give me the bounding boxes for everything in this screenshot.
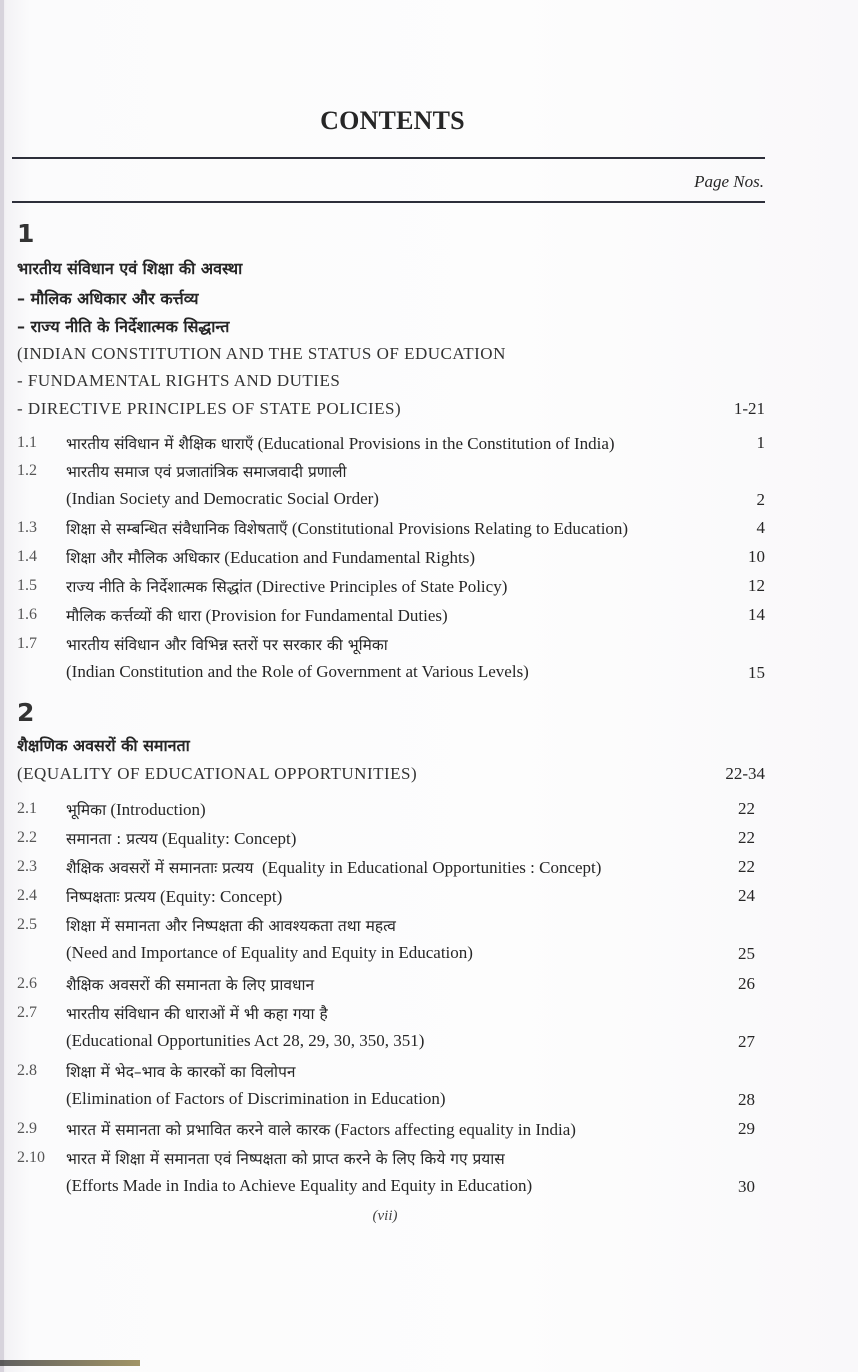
section-number: 2.2: [17, 829, 37, 846]
section-page[interactable]: 29: [738, 1119, 755, 1138]
section-title[interactable]: [66, 546, 475, 568]
section-title[interactable]: [66, 1147, 505, 1169]
section-title-english[interactable]: (Educational Opportunities Act 28, 29, 30, 350, 351): [66, 1031, 425, 1050]
section-title[interactable]: [66, 856, 601, 878]
section-title[interactable]: [66, 633, 388, 655]
section-hindi: भारतीय संविधान में शैक्षिक धाराएँ: [66, 435, 254, 453]
chapter-hindi-title: भारतीय संविधान एवं शिक्षा की अवस्था: [17, 259, 243, 278]
section-page[interactable]: 25: [738, 944, 755, 963]
section-title[interactable]: [66, 914, 396, 936]
chapter-english-title: (INDIAN CONSTITUTION AND THE STATUS OF EDUCATION: [17, 344, 506, 363]
section-hindi: मौलिक कर्त्तव्यों की धारा: [66, 607, 202, 625]
chapter-english-title: - DIRECTIVE PRINCIPLES OF STATE POLICIES): [17, 399, 402, 418]
section-hindi: शिक्षा में समानता और निष्पक्षता की आवश्यकता तथा महत्व: [66, 917, 396, 935]
section-hindi: राज्य नीति के निर्देशात्मक सिद्धांत: [66, 578, 252, 596]
section-title[interactable]: [66, 460, 347, 482]
chapter-number: 2: [17, 698, 35, 727]
section-number: 2.6: [17, 975, 37, 992]
section-title-english[interactable]: (Indian Constitution and the Role of Government at Various Levels): [66, 662, 529, 681]
section-hindi: भारतीय संविधान की धाराओं में भी कहा गया है: [66, 1005, 328, 1023]
section-number: 1.6: [17, 606, 37, 623]
section-page[interactable]: 10: [748, 547, 765, 566]
section-title[interactable]: [66, 604, 448, 626]
section-page[interactable]: 12: [748, 576, 765, 595]
chapter-number: 1: [17, 219, 35, 248]
section-number: 2.9: [17, 1120, 37, 1137]
section-page[interactable]: 28: [738, 1090, 755, 1109]
section-number: 1.1: [17, 434, 37, 451]
section-english: (Factors affecting equality in India): [334, 1120, 576, 1139]
section-english: (Equality in Educational Opportunities : Concept): [261, 858, 602, 877]
section-hindi: भूमिका: [66, 801, 107, 819]
section-title[interactable]: [66, 1002, 328, 1024]
section-number: 2.8: [17, 1062, 37, 1079]
chapter-hindi-title: – राज्य नीति के निर्देशात्मक सिद्धान्त: [17, 317, 230, 336]
section-hindi: शिक्षा से सम्बन्धित संवैधानिक विशेषताएँ: [66, 520, 288, 538]
section-title[interactable]: [66, 885, 282, 907]
section-page[interactable]: 26: [738, 974, 755, 993]
chapter-hindi-title: – मौलिक अधिकार और कर्त्तव्य: [17, 289, 199, 308]
chapter-hindi-title: शैक्षणिक अवसरों की समानता: [17, 736, 190, 755]
section-title-english[interactable]: (Need and Importance of Equality and Equity in Education): [66, 943, 473, 962]
section-number: 2.3: [17, 858, 37, 875]
page-gutter: [0, 0, 4, 1372]
section-english: (Directive Principles of State Policy): [256, 577, 508, 596]
section-title[interactable]: [66, 1060, 295, 1082]
section-hindi: समानता : प्रत्यय: [66, 830, 158, 848]
section-page[interactable]: 30: [738, 1177, 755, 1196]
section-page[interactable]: 27: [738, 1032, 755, 1051]
section-english: (Equity: Concept): [159, 887, 283, 906]
section-page[interactable]: 22: [738, 857, 755, 876]
section-page[interactable]: 22: [738, 828, 755, 847]
section-number: 1.3: [17, 519, 37, 536]
section-title[interactable]: [66, 1118, 576, 1140]
chapter-page-range[interactable]: 1-21: [733, 399, 765, 418]
section-title[interactable]: [66, 827, 296, 849]
section-number: 2.4: [17, 887, 37, 904]
section-page[interactable]: 15: [748, 663, 765, 682]
section-page[interactable]: 22: [738, 799, 755, 818]
section-number: 2.5: [17, 916, 37, 933]
section-title-english[interactable]: (Elimination of Factors of Discrimination in Education): [66, 1089, 446, 1108]
section-english: (Educational Provisions in the Constitution of India): [257, 434, 615, 453]
page-edge-shadow: [0, 1360, 140, 1366]
section-number: 1.5: [17, 577, 37, 594]
section-hindi: शैक्षिक अवसरों में समानताः प्रत्यय: [66, 859, 254, 877]
section-page[interactable]: 24: [738, 886, 755, 905]
page-number-footer: (vii): [372, 1208, 398, 1224]
section-number: 2.7: [17, 1004, 37, 1021]
section-number: 1.4: [17, 548, 37, 565]
section-hindi: शैक्षिक अवसरों की समानता के लिए प्रावधान: [66, 976, 315, 994]
chapter-english-title: - FUNDAMENTAL RIGHTS AND DUTIES: [17, 371, 341, 390]
section-title-english[interactable]: (Indian Society and Democratic Social Order): [66, 489, 379, 508]
chapter-page-range[interactable]: 22-34: [725, 764, 765, 783]
section-number: 2.1: [17, 800, 37, 817]
section-page[interactable]: 1: [756, 433, 765, 452]
section-english: (Education and Fundamental Rights): [224, 548, 475, 567]
section-title[interactable]: [66, 575, 507, 597]
section-page[interactable]: 4: [756, 518, 765, 537]
header-rule: [12, 201, 765, 203]
top-rule: [12, 157, 765, 159]
section-title-english[interactable]: (Efforts Made in India to Achieve Equality and Equity in Education): [66, 1176, 533, 1195]
section-hindi: भारतीय समाज एवं प्रजातांत्रिक समाजवादी प्रणाली: [66, 463, 347, 481]
section-title[interactable]: [66, 798, 206, 820]
page-title: CONTENTS: [320, 106, 465, 135]
section-english: (Equality: Concept): [161, 829, 297, 848]
section-number: 1.2: [17, 462, 37, 479]
section-page[interactable]: 2: [756, 490, 765, 509]
section-hindi: भारत में शिक्षा में समानता एवं निष्पक्षता को प्राप्त करने के लिए किये गए प्रयास: [66, 1150, 505, 1168]
chapter-english-title: (EQUALITY OF EDUCATIONAL OPPORTUNITIES): [17, 764, 418, 783]
section-hindi: भारत में समानता को प्रभावित करने वाले कारक: [66, 1121, 331, 1139]
section-english: (Provision for Fundamental Duties): [205, 606, 448, 625]
section-hindi: शिक्षा में भेद–भाव के कारकों का विलोपन: [66, 1063, 296, 1081]
section-title[interactable]: [66, 517, 628, 539]
section-page[interactable]: 14: [748, 605, 765, 624]
section-english: (Introduction): [110, 800, 206, 819]
section-english: (Constitutional Provisions Relating to Education): [291, 519, 629, 538]
section-number: 1.7: [17, 635, 37, 652]
page-nos-label: Page Nos.: [694, 172, 764, 191]
section-hindi: शिक्षा और मौलिक अधिकार: [66, 549, 221, 567]
section-hindi: निष्पक्षताः प्रत्यय: [66, 888, 156, 906]
section-hindi: भारतीय संविधान और विभिन्न स्तरों पर सरकार की भूमिका: [66, 636, 388, 654]
section-title[interactable]: [66, 432, 615, 454]
section-number: 2.10: [17, 1149, 45, 1166]
section-title[interactable]: [66, 973, 314, 995]
